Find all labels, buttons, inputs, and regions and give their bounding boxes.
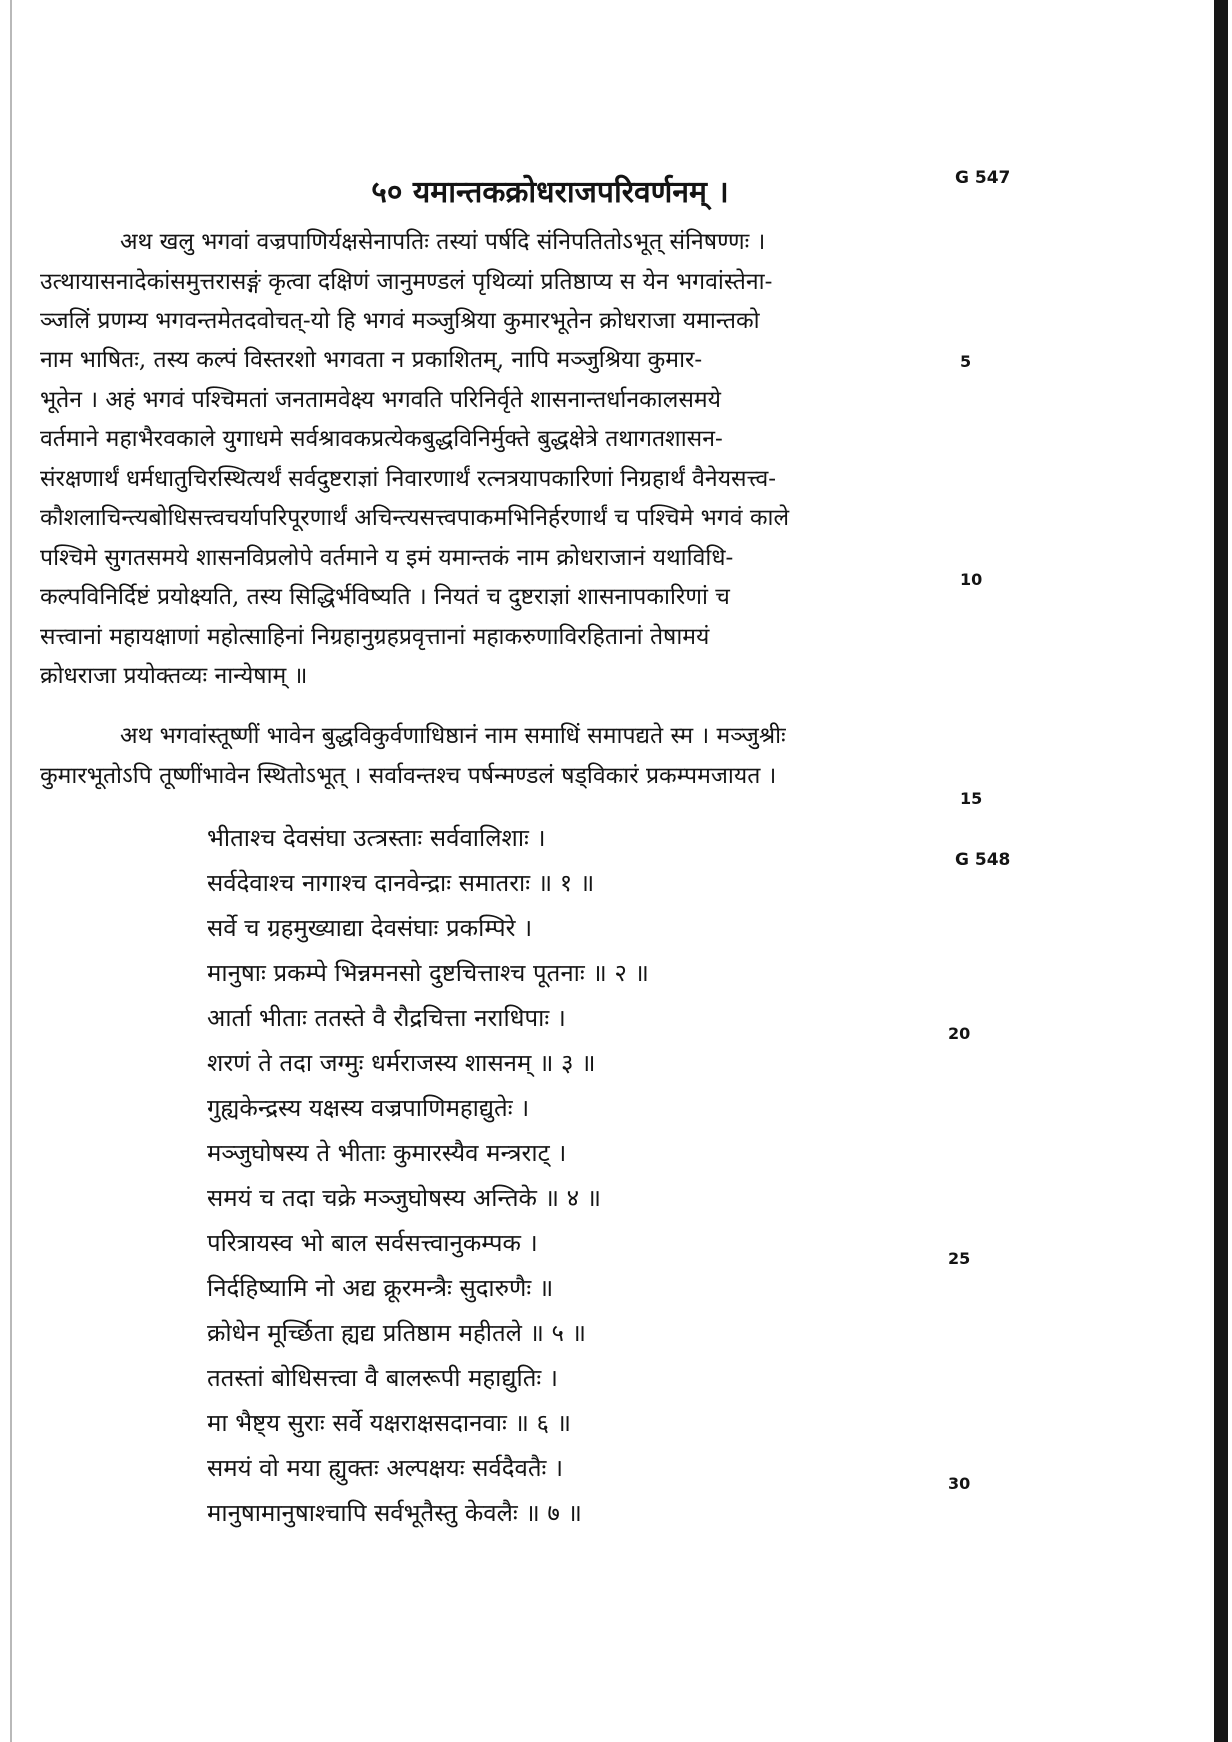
verse-line: मानुषामानुषाश्चापि सर्वभूतैस्तु केवलैः ॥ ७ ॥	[207, 1499, 582, 1527]
prose-line: अथ भगवांस्तूष्णीं भावेन बुद्धविकुर्वणाधिष्ठानं नाम समाधिं समापद्यते स्म । मञ्जुश्रीः	[120, 723, 786, 749]
margin-ref-g547: G 547	[955, 168, 1011, 188]
verse-line: मानुषाः प्रकम्पे भिन्नमनसो दुष्टचित्ताश्च पूतनाः ॥ २ ॥	[207, 959, 649, 987]
verse-line: क्रोधेन मूर्च्छिता ह्यद्य प्रतिष्ठाम महीतले ॥ ५ ॥	[207, 1319, 587, 1347]
verse-line: शरणं ते तदा जग्मुः धर्मराजस्य शासनम् ॥ ३ ॥	[207, 1049, 596, 1077]
prose-line: अथ खलु भगवां वज्रपाणिर्यक्षसेनापतिः तस्यां पर्षदि संनिपतितोऽभूत् संनिषण्णः ।	[120, 229, 766, 255]
verse-line: समयं च तदा चक्रे मञ्जुघोषस्य अन्तिके ॥ ४ ॥	[207, 1184, 602, 1212]
book-spine-edge	[1214, 0, 1228, 1742]
verse-line: परित्रायस्व भो बाल सर्वसत्त्वानुकम्पक ।	[207, 1229, 538, 1257]
line-number-20: 20	[948, 1024, 971, 1043]
verse-line: सर्वे च ग्रहमुख्याद्या देवसंघाः प्रकम्पिरे ।	[207, 914, 533, 942]
prose-line: कौशलाचिन्त्यबोधिसत्त्वचर्यापरिपूरणार्थं अचिन्त्यसत्त्वपाकमभिनिर्हरणार्थं च पश्चिमे भगवं काले	[40, 505, 790, 531]
verse-line: निर्दहिष्यामि नो अद्य क्रूरमन्त्रैः सुदारुणैः ॥	[207, 1274, 554, 1302]
verse-line: भीताश्च देवसंघा उत्त्रस्ताः सर्ववालिशाः ।	[207, 824, 546, 852]
line-number-25: 25	[948, 1249, 971, 1268]
line-number-15: 15	[960, 789, 983, 808]
prose-line: वर्तमाने महाभैरवकाले युगाधमे सर्वश्रावकप्रत्येकबुद्धविनिर्मुक्ते बुद्धक्षेत्रे तथागतशासन-	[40, 426, 723, 452]
line-number-5: 5	[960, 352, 972, 371]
page-left-edge	[10, 0, 12, 1742]
verse-line: मा भैष्ट्य सुराः सर्वे यक्षराक्षसदानवाः ॥ ६ ॥	[207, 1409, 571, 1437]
verse-line: समयं वो मया ह्युक्तः अल्पक्षयः सर्वदैवतैः ।	[207, 1454, 564, 1482]
line-number-30: 30	[948, 1474, 971, 1493]
prose-line: क्रोधराजा प्रयोक्तव्यः नान्येषाम् ॥	[40, 663, 308, 689]
prose-line: भूतेन । अहं भगवं पश्चिमतां जनतामवेक्ष्य भगवति परिनिर्वृते शासनान्तर्धानकालसमये	[40, 387, 721, 413]
chapter-title: ५० यमान्तकक्रोधराजपरिवर्णनम् ।	[371, 175, 729, 210]
prose-line: पश्चिमे सुगतसमये शासनविप्रलोपे वर्तमाने य इमं यमान्तकं नाम क्रोधराजानं यथाविधि-	[40, 545, 734, 571]
margin-ref-g548: G 548	[955, 850, 1011, 870]
verse-line: मञ्जुघोषस्य ते भीताः कुमारस्यैव मन्त्रराट् ।	[207, 1139, 567, 1167]
prose-line: कुमारभूतोऽपि तूष्णींभावेन स्थितोऽभूत् । सर्वावन्तश्च पर्षन्मण्डलं षड्विकारं प्रकम्पमजायत ।	[40, 763, 777, 789]
prose-line: उत्थायासनादेकांसमुत्तरासङ्गं कृत्वा दक्षिणं जानुमण्डलं पृथिव्यां प्रतिष्ठाप्य स येन भगवांस्तेना-	[40, 269, 773, 295]
verse-line: सर्वदेवाश्च नागाश्च दानवेन्द्राः समातराः ॥ १ ॥	[207, 869, 595, 897]
prose-line: सत्त्वानां महायक्षाणां महोत्साहिनां निग्रहानुग्रहप्रवृत्तानां महाकरुणाविरहितानां तेषामयं	[40, 624, 710, 650]
line-number-10: 10	[960, 570, 983, 589]
prose-line: कल्पविनिर्दिष्टं प्रयोक्ष्यति, तस्य सिद्धिर्भविष्यति । नियतं च दुष्टराज्ञां शासनापकारिणां च	[40, 584, 730, 610]
prose-line: नाम भाषितः, तस्य कल्पं विस्तरशो भगवता न प्रकाशितम्, नापि मञ्जुश्रिया कुमार-	[40, 347, 703, 373]
verse-line: आर्ता भीताः ततस्ते वै रौद्रचित्ता नराधिपाः ।	[207, 1004, 566, 1032]
prose-line: संरक्षणार्थं धर्मधातुचिरस्थित्यर्थं सर्वदुष्टराज्ञां निवारणार्थं रत्नत्रयापकारिणां निग्रहार्थं वैनेयसत्त्व-	[40, 466, 777, 492]
prose-line: ञ्जलिं प्रणम्य भगवन्तमेतदवोचत्-यो हि भगवं मञ्जुश्रिया कुमारभूतेन क्रोधराजा यमान्तको	[40, 308, 760, 334]
verse-line: गुह्यकेन्द्रस्य यक्षस्य वज्रपाणिमहाद्युतेः ।	[207, 1094, 530, 1122]
verse-line: ततस्तां बोधिसत्त्वा वै बालरूपी महाद्युतिः ।	[207, 1364, 558, 1392]
